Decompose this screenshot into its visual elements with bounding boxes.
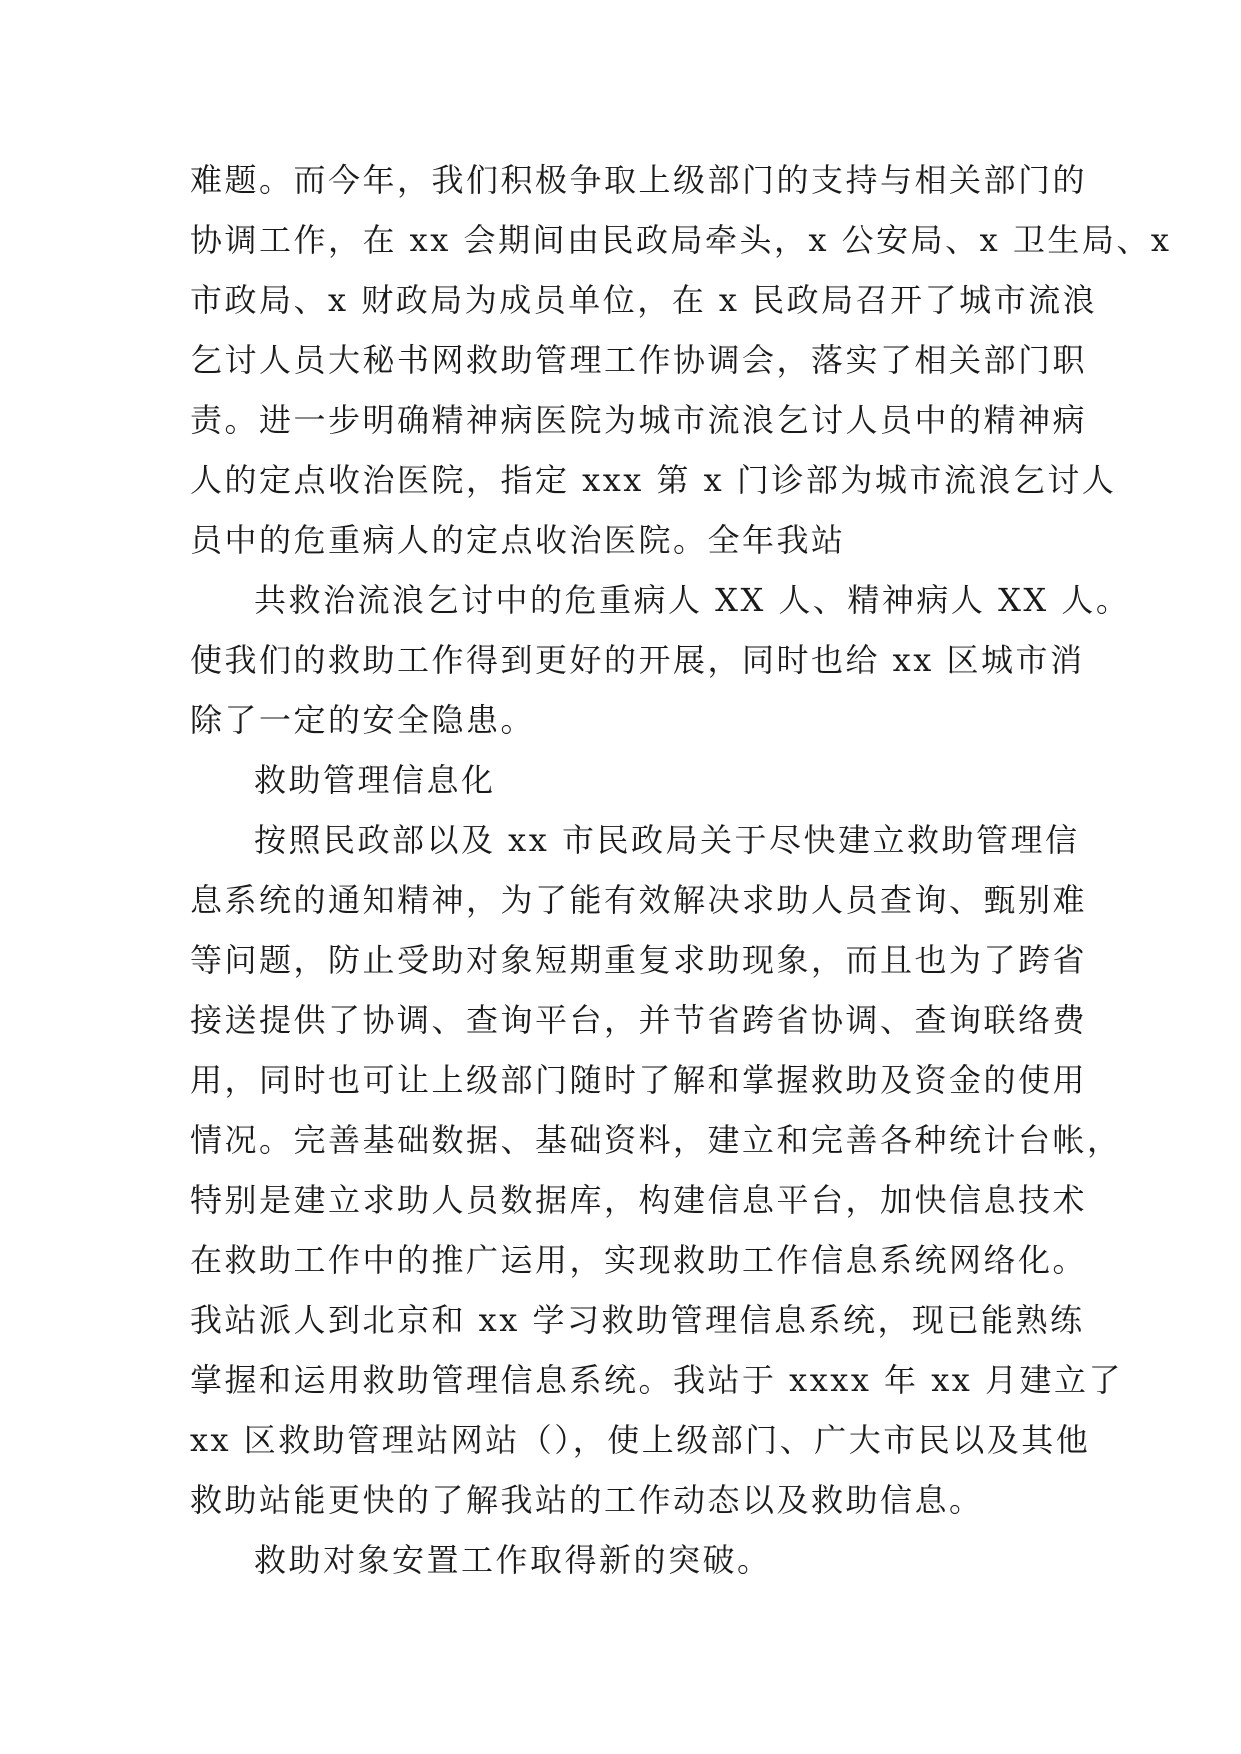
paragraph-3-line-4: 接送提供了协调、查询平台，并节省跨省协调、查询联络费 (190, 1001, 1088, 1039)
paragraph-2-line-2: 使我们的救助工作得到更好的开展，同时也给 xx 区城市消 (190, 641, 1085, 679)
paragraph-1 (190, 150, 1172, 570)
paragraph-1-line-7: 员中的危重病人的定点收治医院。全年我站 (190, 521, 846, 559)
paragraph-1-line-6: 人的定点收治医院，指定 xxx 第 x 门诊部为城市流浪乞讨人 (190, 461, 1117, 499)
paragraph-2-line-1: 共救治流浪乞讨中的危重病人 XX 人、精神病人 XX 人。 (254, 581, 1131, 619)
paragraph-1-line-5: 责。进一步明确精神病医院为城市流浪乞讨人员中的精神病 (190, 401, 1088, 439)
paragraph-3-line-12: 救助站能更快的了解我站的工作动态以及救助信息。 (190, 1481, 984, 1519)
paragraph-3-line-10: 掌握和运用救助管理信息系统。我站于 xxxx 年 xx 月建立了 (190, 1361, 1123, 1399)
paragraph-3-line-2: 息系统的通知精神，为了能有效解决求助人员查询、甄别难 (190, 881, 1088, 919)
paragraph-1-line-1: 难题。而今年，我们积极争取上级部门的支持与相关部门的 (190, 161, 1088, 199)
section-heading-placement (190, 1530, 1062, 1590)
paragraph-1-line-3: 市政局、x 财政局为成员单位，在 x 民政局召开了城市流浪 (190, 281, 1098, 319)
paragraph-3-line-1: 按照民政部以及 xx 市民政局关于尽快建立救助管理信 (254, 821, 1080, 859)
section-heading-info (190, 750, 1062, 810)
section-heading-text: 救助管理信息化 (254, 761, 496, 799)
document-body (190, 150, 1172, 1590)
paragraph-2-line-3: 除了一定的安全隐患。 (190, 701, 536, 739)
paragraph-3-line-6: 情况。完善基础数据、基础资料，建立和完善各种统计台帐， (190, 1121, 1122, 1159)
paragraph-3-line-3: 等问题，防止受助对象短期重复求助现象，而且也为了跨省 (190, 941, 1088, 979)
paragraph-2 (190, 570, 1131, 750)
paragraph-1-line-4: 乞讨人员大秘书网救助管理工作协调会，落实了相关部门职 (190, 341, 1088, 379)
paragraph-3-line-7: 特别是建立求助人员数据库，构建信息平台，加快信息技术 (190, 1181, 1088, 1219)
paragraph-3-line-5: 用，同时也可让上级部门随时了解和掌握救助及资金的使用 (190, 1061, 1088, 1099)
paragraph-3-line-8: 在救助工作中的推广运用，实现救助工作信息系统网络化。 (190, 1241, 1088, 1279)
paragraph-3-line-11: xx 区救助管理站网站（），使上级部门、广大市民以及其他 (190, 1421, 1091, 1459)
paragraph-1-line-2: 协调工作，在 xx 会期间由民政局牵头，x 公安局、x 卫生局、x (190, 221, 1172, 259)
paragraph-3 (190, 810, 1123, 1530)
paragraph-3-line-9: 我站派人到北京和 xx 学习救助管理信息系统，现已能熟练 (190, 1301, 1085, 1339)
section-heading-placement-text: 救助对象安置工作取得新的突破。 (254, 1541, 772, 1579)
